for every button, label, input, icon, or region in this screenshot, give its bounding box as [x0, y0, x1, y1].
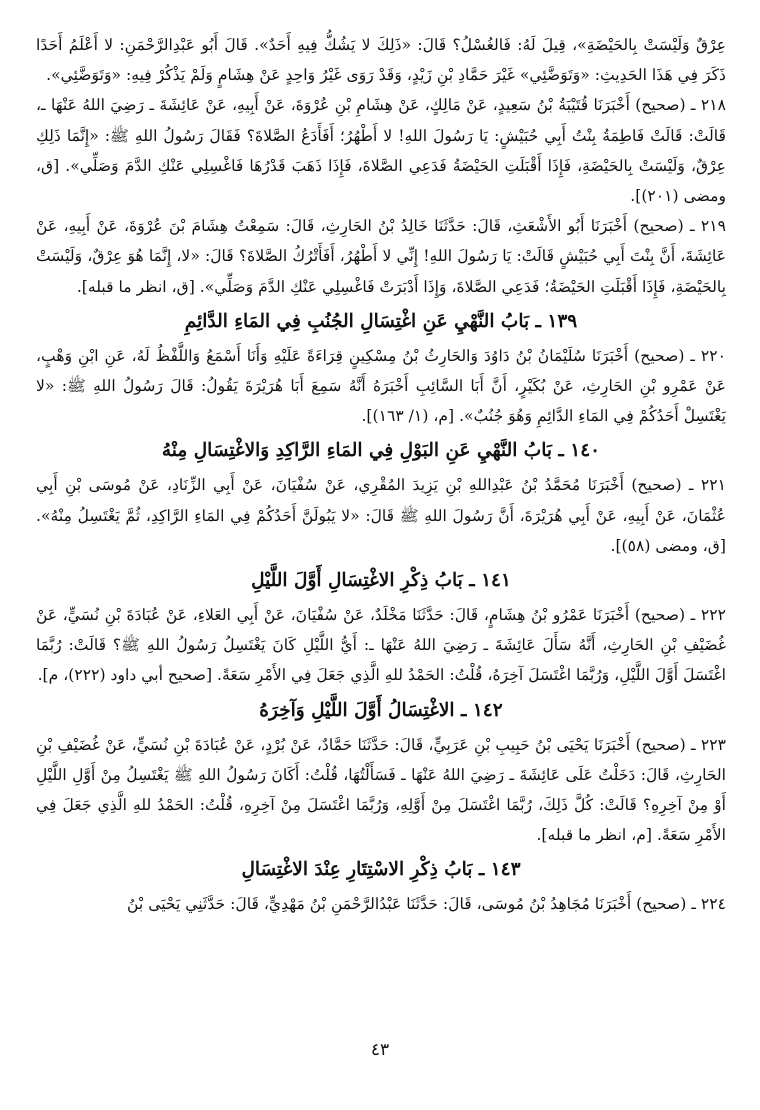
hadith-224-paragraph: ٢٢٤ ـ (صحيح) أَخْبَرَنَا مُجَاهِدُ بْنُ مُوسَى، قَالَ: حَدَّثَنَا عَبْدُالرَّحْمَنِ بْنُ مَهْدِيٍّ، قَالَ: حَدَّثَنِي يَحْيَى بْنُ	[127, 895, 726, 914]
hadith-218-paragraph: ٢١٨ ـ (صحيح) أَخْبَرَنَا قُتَيْبَةُ بْنُ سَعِيدٍ، عَنْ مَالِكٍ، عَنْ هِشَامِ بْنِ عُرْوَةَ، عَنْ أَبِيهِ، عَنْ عَائِشَةَ ـ رَضِيَ اللهُ عَنْهَا ـ، قَالَتْ: قَالَتْ فَاطِمَةُ بِنْتُ أَبِي حُبَيْشٍ: يَا رَسُولَ اللهِ! لا أَطْهُرُ؛ أَفَأَدَعُ الصَّلاةَ؟ فَقَالَ رَسُولُ اللهِ ﷺ: «إِنَّمَا ذَلِكِ عِرْقٌ، وَلَيْسَتْ بِالحَيْضَةِ، فَإِذَا أَقْبَلَتِ الحَيْضَةُ فَدَعِي الصَّلاةَ، فَإِذَا ذَهَبَ قَدْرُهَا فَاغْسِلِي عَنْكِ الدَّمَ وَصَلِّي». [ق، ومضى (٢٠١)].	[36, 96, 726, 206]
page-number: ٤٣	[370, 1040, 390, 1060]
hadith-223-paragraph: ٢٢٣ ـ (صحيح) أَخْبَرَنَا يَحْيَى بْنُ حَبِيبِ بْنِ عَرَبِيٍّ، قَالَ: حَدَّثَنَا حَمَّادٌ، عَنْ بُرْدٍ، عَنْ عُبَادَةَ بْنِ نُسَيٍّ، عَنْ غُضَيْفِ بْنِ الحَارِثِ، قَالَ: دَخَلْتُ عَلَى عَائِشَةَ ـ رَضِيَ اللهُ عَنْهَا ـ فَسَأَلْتُهَا، قُلْتُ: أَكَانَ رَسُولُ اللهِ ﷺ يَغْتَسِلُ مِنْ أَوَّلِ اللَّيْلِ أَوْ مِنْ آخِرِهِ؟ قَالَتْ: كُلَّ ذَلِكَ، رُبَّمَا اغْتَسَلَ مِنْ أَوَّلِهِ، وَرُبَّمَا اغْتَسَلَ مِنْ آخِرِهِ، قُلْتُ: الحَمْدُ للهِ الَّذِي جَعَلَ فِي الأَمْرِ سَعَةً. [م، انظر ما قبله].	[36, 735, 726, 845]
document-page	[36, 30, 726, 1080]
hadith-221-paragraph: ٢٢١ ـ (صحيح) أَخْبَرَنَا مُحَمَّدُ بْنُ عَبْدِاللهِ بْنِ يَزِيدَ المُقْرِي، عَنْ سُفْيَانَ، عَنْ أَبِي الزِّنَادِ، عَنْ مُوسَى بْنِ أَبِي عُثْمَانَ، عَنْ أَبِيهِ، عَنْ أَبِي هُرَيْرَةَ، أَنَّ رَسُولَ اللهِ ﷺ قَالَ: «لا يَبُولَنَّ أَحَدُكُمْ فِي المَاءِ الرَّاكِدِ، ثُمَّ يَغْتَسِلُ مِنْهُ». [ق، ومضى (٥٨)].	[36, 476, 726, 555]
chapter-142-heading: ١٤٢ ـ الاغْتِسَالُ أَوَّلَ اللَّيْلِ وَآخِرَهُ	[259, 699, 503, 721]
chapter-140-heading: ١٤٠ ـ بَابُ النَّهْيِ عَنِ البَوْلِ فِي المَاءِ الرَّاكِدِ وَالاغْتِسَالِ مِنْهُ	[161, 440, 601, 462]
chapter-139-heading: ١٣٩ ـ بَابُ النَّهْيِ عَنِ اغْتِسَالِ الجُنُبِ فِي المَاءِ الدَّائِمِ	[184, 310, 578, 332]
paragraph-217-continued: عِرْقٌ وَلَيْسَتْ بِالحَيْضَةِ»، قِيلَ لَهُ: فَالغُسْلُ؟ قَالَ: «ذَلِكَ لا يَشُكُّ فِيهِ أَحَدٌ». قَالَ أَبُو عَبْدِالرَّحْمَنِ: لا أَعْلَمُ أَحَدًا ذَكَرَ فِي هَذَا الحَدِيثِ: «وَتَوَضَّئِي» غَيْرَ حَمَّادِ بْنِ زَيْدٍ، وَقَدْ رَوَى غَيْرُ وَاحِدٍ عَنْ هِشَامٍ وَلَمْ يَذْكُرْ فِيهِ: «وَتَوَضَّئِي».	[36, 36, 726, 85]
hadith-222-paragraph: ٢٢٢ ـ (صحيح) أَخْبَرَنَا عَمْرُو بْنُ هِشَامٍ، قَالَ: حَدَّثَنَا مَخْلَدٌ، عَنْ سُفْيَانَ، عَنْ أَبِي العَلاءِ، عَنْ عُبَادَةَ بْنِ نُسَيٍّ، عَنْ غُضَيْفِ بْنِ الحَارِثِ، أَنَّهُ سَأَلَ عَائِشَةَ ـ رَضِيَ اللهُ عَنْهَا ـ: أَيُّ اللَّيْلِ كَانَ يَغْتَسِلُ رَسُولُ اللهِ ﷺ؟ قَالَتْ: رُبَّمَا اغْتَسَلَ أَوَّلَ اللَّيْلِ، وَرُبَّمَا اغْتَسَلَ آخِرَهُ، قُلْتُ: الحَمْدُ للهِ الَّذِي جَعَلَ فِي الأَمْرِ سَعَةً. [صحيح أبي داود (٢٢٢)، م].	[36, 606, 726, 685]
chapter-143-heading: ١٤٣ ـ بَابُ ذِكْرِ الاسْتِتَارِ عِنْدَ الاغْتِسَالِ	[241, 859, 521, 881]
hadith-219-paragraph: ٢١٩ ـ (صحيح) أَخْبَرَنَا أَبُو الأَشْعَثِ، قَالَ: حَدَّثَنَا خَالِدُ بْنُ الحَارِثِ، قَالَ: سَمِعْتُ هِشَامَ بْنَ عُرْوَةَ، عَنْ أَبِيهِ، عَنْ عَائِشَةَ، أَنَّ بِنْتَ أَبِي حُبَيْشٍ قَالَتْ: يَا رَسُولَ اللهِ! إِنِّي لا أَطْهُرُ، أَفَأَتْرُكُ الصَّلاةَ؟ قَالَ: «لا، إِنَّمَا هُوَ عِرْقٌ، وَلَيْسَتْ بِالحَيْضَةِ، فَإِذَا أَقْبَلَتِ الحَيْضَةُ؛ فَدَعِي الصَّلاةَ، وَإِذَا أَدْبَرَتْ فَاغْسِلِي عَنْكِ الدَّمَ وَصَلِّي». [ق، انظر ما قبله].	[36, 217, 726, 296]
chapter-141-heading: ١٤١ ـ بَابُ ذِكْرِ الاغْتِسَالِ أَوَّلَ اللَّيْلِ	[251, 570, 511, 592]
hadith-220-paragraph: ٢٢٠ ـ (صحيح) أَخْبَرَنَا سُلَيْمَانُ بْنُ دَاوُدَ وَالحَارِثُ بْنُ مِسْكِينٍ قِرَاءَةً عَلَيْهِ وَأَنَا أَسْمَعُ وَاللَّفْظُ لَهُ، عَنِ ابْنِ وَهْبٍ، عَنْ عَمْرِو بْنِ الحَارِثِ، عَنْ بُكَيْرٍ، أَنَّ أَبَا السَّائِبِ أَخْبَرَهُ أَنَّهُ سَمِعَ أَبَا هُرَيْرَةَ يَقُولُ: قَالَ رَسُولُ اللهِ ﷺ: «لا يَغْتَسِلْ أَحَدُكُمْ فِي المَاءِ الدَّائِمِ وَهُوَ جُنُبٌ». [م، (١/ ١٦٣)].	[36, 346, 726, 426]
